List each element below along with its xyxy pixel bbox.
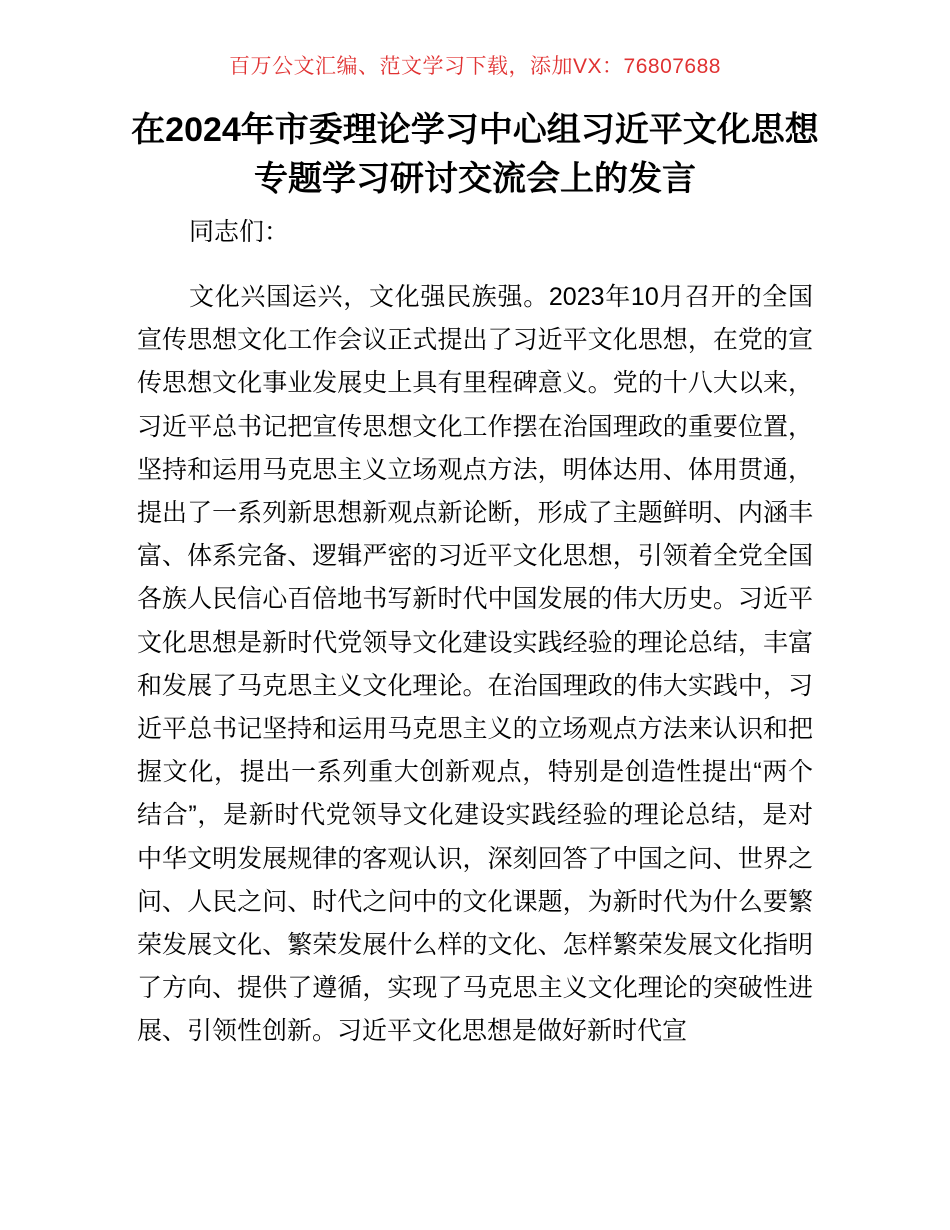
body-paragraph: 文化兴国运兴，文化强民族强。2023年10月召开的全国宣传思想文化工作会议正式提出了习近平文化思想，在党的宣传思想文化事业发展史上具有里程碑意义。党的十八大以来，习近平总书记把宣传思想文化工作摆在治国理政的重要位置，坚持和运用马克思主义立场观点方法，明体达用、体用贯通，提出了一系列新思想新观点新论断，形成了主题鲜明、内涵丰富、体系完备、逻辑严密的习近平文化思想，引领着全党全国各族人民信心百倍地书写新时代中国发展的伟大历史。习近平文化思想是新时代党领导文化建设实践经验的理论总结，丰富和发展了马克思主义文化理论。在治国理政的伟大实践中，习近平总书记坚持和运用马克思主义的立场观点方法来认识和把握文化，提出一系列重大创新观点，特别是创造性提出“两个结合”，是新时代党领导文化建设实践经验的理论总结，是对中华文明发展规律的客观认识，深刻回答了中国之问、世界之问、人民之问、时代之问中的文化课题，为新时代为什么要繁荣发展文化、繁荣发展什么样的文化、怎样繁荣发展文化指明了方向、提供了遵循，实现了马克思主义文化理论的突破性进展、引领性创新。习近平文化思想是做好新时代宣 — [137, 283, 813, 1046]
salutation: 同志们： — [189, 218, 290, 246]
promo-banner-text: 百万公文汇编、范文学习下载，添加VX：76807688 — [229, 55, 721, 78]
document-title-line-1: 在2024年市委理论学习中心组习近平文化思想 — [131, 111, 819, 149]
document-title — [125, 106, 825, 204]
document-title-line-2: 专题学习研讨交流会上的发言 — [254, 160, 696, 198]
